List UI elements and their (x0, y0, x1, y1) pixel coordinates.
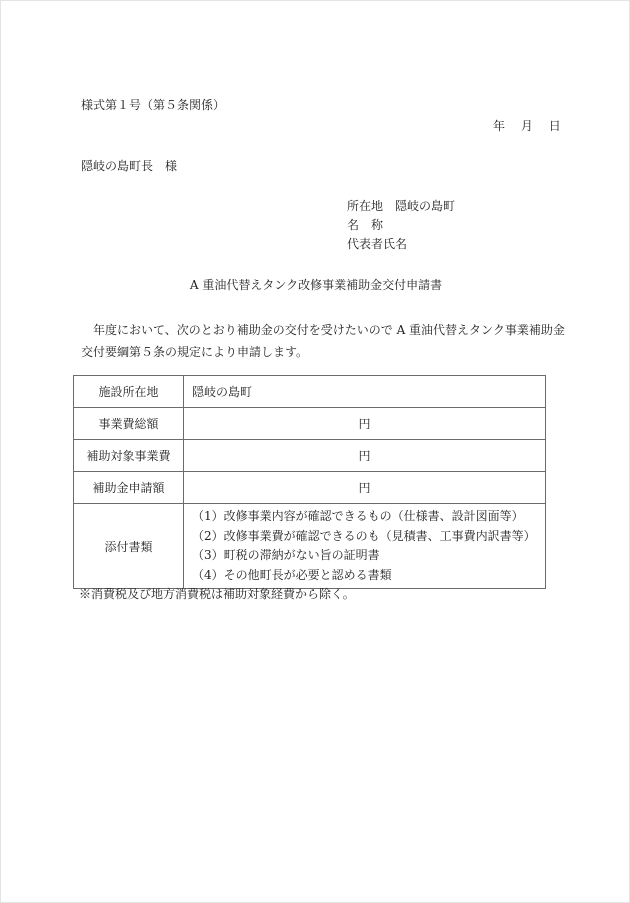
applicant-address: 所在地 隠岐の島町 (347, 199, 456, 213)
table-row (74, 504, 546, 589)
document-title: A 重油代替えタンク改修事業補助金交付申請書 (189, 278, 443, 292)
tax-note: ※消費税及び地方消費税は補助対象経費から除く。 (79, 587, 355, 601)
attachment-item: （3）町税の滞納がない旨の証明書 (192, 548, 380, 562)
date-year: 年 (493, 119, 506, 133)
row-label-attachments: 添付書類 (74, 504, 184, 589)
facility-location-value[interactable]: 隠岐の島町 (184, 376, 546, 408)
attachment-item: （4）その他町長が必要と認める書類 (192, 567, 392, 582)
applicant-representative: 代表者氏名 (347, 237, 408, 251)
table-row (74, 440, 546, 472)
date-month: 月 (520, 119, 533, 133)
addressee: 隠岐の島町長 様 (81, 159, 178, 173)
row-label-eligible-cost: 補助対象事業費 (74, 440, 184, 472)
date-line (493, 118, 561, 134)
attachment-item: （1）改修事業内容が確認できるもの（仕様書、設計図面等） (192, 509, 524, 523)
applicant-name: 名 称 (347, 218, 384, 232)
form-number: 様式第１号（第５条関係） (81, 98, 226, 112)
attachment-item: （2）改修事業費が確認できるのも（見積書、工事費内訳書等） (192, 528, 536, 543)
date-day: 日 (548, 119, 561, 133)
row-label-facility-location: 施設所在地 (74, 376, 184, 408)
eligible-cost-value[interactable]: 円 (184, 440, 546, 472)
total-cost-value[interactable]: 円 (184, 408, 546, 440)
application-table (73, 375, 546, 589)
row-label-requested-amount: 補助金申請額 (74, 472, 184, 504)
table-row (74, 408, 546, 440)
attachments-list (184, 504, 546, 589)
table-row (74, 376, 546, 408)
row-label-total-cost: 事業費総額 (74, 408, 184, 440)
applicant-block (347, 198, 455, 255)
body-line-1: 年度において、次のとおり補助金の交付を受けたいので A 重油代替えタンク事業補助金 (93, 323, 565, 337)
body-line-2: 交付要綱第５条の規定により申請します。 (81, 345, 309, 359)
body-text (81, 319, 565, 363)
table-row (74, 472, 546, 504)
requested-amount-value[interactable]: 円 (184, 472, 546, 504)
